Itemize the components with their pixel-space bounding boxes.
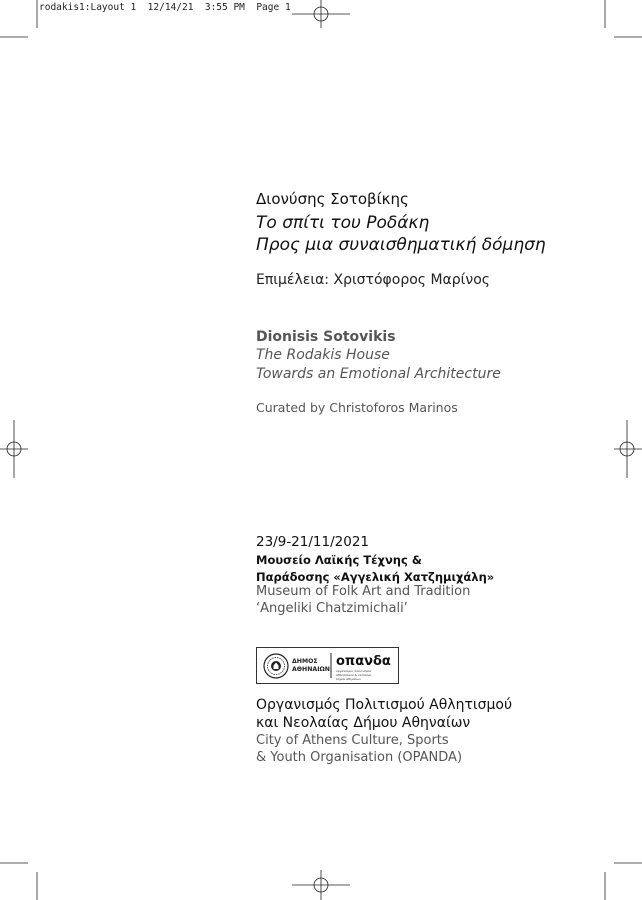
organisation-english-line: & Youth Organisation (OPANDA) (256, 750, 463, 765)
title-greek-line: Το σπίτι του Ροδάκη (256, 213, 430, 233)
curator-greek: Επιμέλεια: Χριστόφορος Μαρίνος (256, 272, 491, 288)
museum-greek-line: Μουσείο Λαϊκής Τέχνης & (256, 553, 422, 567)
author-name-greek: Διονύσης Σοτοβίκης (256, 190, 409, 208)
organisation-greek-line: και Νεολαίας Δήμου Αθηναίων (256, 715, 471, 731)
author-name-english: Dionisis Sotovikis (256, 329, 396, 345)
registration-mark-left (0, 420, 28, 478)
museum-greek-line: Παράδοσης «Αγγελική Χατζημιχάλη» (256, 570, 495, 584)
museum-english-line: ‘Angeliki Chatzimichali’ (256, 601, 408, 616)
registration-mark-bottom (292, 870, 350, 900)
print-slug: rodakis1:Layout 1 12/14/21 3:55 PM Page 1 (39, 2, 291, 13)
registration-mark-right (614, 420, 642, 478)
city-of-athens-emblem-icon (264, 654, 288, 678)
sponsor-logos (256, 647, 399, 684)
title-english-line: The Rodakis House (256, 347, 390, 363)
municipality-label: ΑΘΗΝΑΙΩΝ (292, 666, 330, 673)
opanda-subtitle: αθλητισμού & νεολαίας (336, 673, 372, 677)
logo-artwork (257, 648, 398, 683)
organisation-greek (256, 696, 512, 732)
organisation-english-line: City of Athens Culture, Sports (256, 733, 449, 748)
subtitle-english-line: Towards an Emotional Architecture (256, 366, 501, 382)
municipality-label: ΔΗΜΟΣ (292, 658, 318, 665)
museum-name-english (256, 583, 470, 617)
organisation-english (256, 732, 462, 766)
title-greek (256, 212, 546, 256)
title-english (256, 346, 501, 384)
subtitle-greek-line: Προς μια συναισθηματική δόμηση (256, 235, 546, 255)
opanda-subtitle: οργανισμός πολιτισμού (336, 669, 372, 673)
opanda-subtitle: δήμου αθηναίων (336, 677, 361, 681)
registration-mark-top (292, 0, 350, 28)
opanda-wordmark: οπανδα (336, 654, 391, 669)
museum-name-greek (256, 552, 494, 586)
museum-english-line: Museum of Folk Art and Tradition (256, 584, 471, 599)
curator-english: Curated by Christoforos Marinos (256, 400, 458, 415)
organisation-greek-line: Οργανισμός Πολιτισμού Αθλητισμού (256, 697, 513, 713)
exhibition-dates: 23/9-21/11/2021 (256, 534, 369, 550)
